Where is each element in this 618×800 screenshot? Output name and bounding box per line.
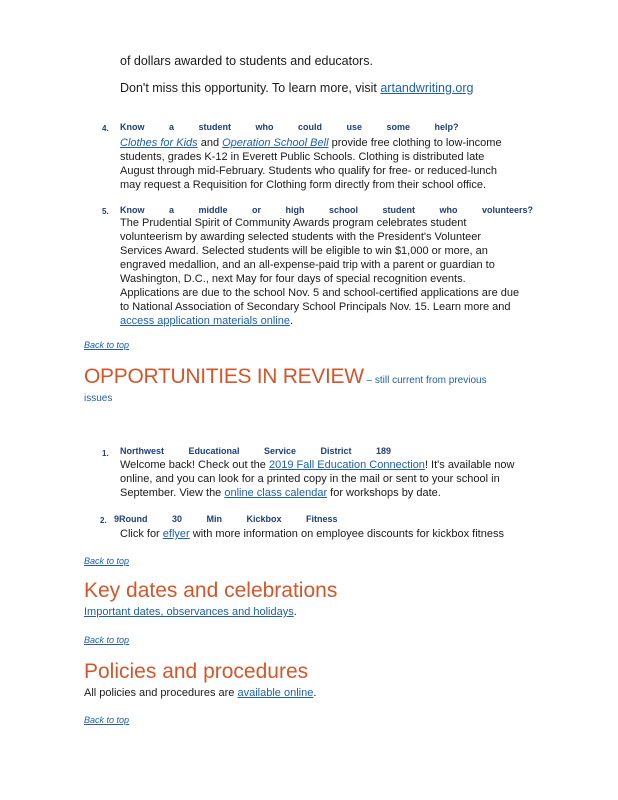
- application-materials-link[interactable]: access application materials online: [120, 315, 290, 327]
- policies-body: All policies and procedures are available online.: [84, 687, 317, 699]
- review-item-1-body: Welcome back! Check out the 2019 Fall Education Connection! It's available now online, and you can look for a printed copy in the mail or sent to your school in September. View the online class calendar for workshops by date.: [120, 459, 515, 499]
- back-to-top-link[interactable]: Back to top: [84, 715, 130, 725]
- back-to-top-link[interactable]: Back to top: [84, 556, 130, 566]
- back-to-top-link[interactable]: Back to top: [84, 340, 130, 350]
- fall-education-connection-link[interactable]: 2019 Fall Education Connection: [268, 459, 425, 471]
- back-to-top-link[interactable]: Back to top: [84, 635, 130, 645]
- review-subtitle-2: issues: [84, 393, 113, 404]
- review-item-1-number: 1.: [102, 449, 109, 458]
- intro-line-1: of dollars awarded to students and educators.: [120, 54, 373, 68]
- review-title: OPPORTUNITIES IN REVIEW: [84, 365, 364, 388]
- online-class-calendar-link[interactable]: online class calendar: [224, 487, 328, 499]
- review-section-heading: [84, 365, 544, 389]
- review-item-2-heading: 9Round 30 Min Kickbox Fitness: [114, 514, 338, 524]
- policies-available-online-link[interactable]: available online: [237, 687, 314, 699]
- operation-school-bell-link[interactable]: Operation School Bell: [222, 137, 329, 149]
- review-item-2-body: Click for eflyer with more information on employee discounts for kickbox fitness: [120, 528, 504, 540]
- item-5-number: 5.: [102, 207, 109, 216]
- key-dates-body: Important dates, observances and holidays.: [84, 606, 297, 618]
- intro-line-2: Don't miss this opportunity. To learn more, visit artandwriting.org: [120, 81, 474, 95]
- item-4-body: Clothes for Kids and Operation School Bell provide free clothing to low-income students, grades K-12 in Everett Public Schools. Clothing is distributed late August through mid-February. Students who qualify for free- or reduced-lunch may request a Requisition for Clothing form directly from their school office.: [120, 137, 502, 191]
- item-4-heading: Know a student who could use some help?: [120, 122, 459, 132]
- important-dates-link[interactable]: Important dates, observances and holidays: [84, 606, 294, 618]
- clothes-for-kids-link[interactable]: Clothes for Kids: [120, 137, 198, 149]
- item-5-heading: Know a middle or high school student who volunteers?: [120, 205, 534, 215]
- key-dates-title: Key dates and celebrations: [84, 579, 338, 602]
- review-item-2-number: 2.: [100, 516, 107, 525]
- policies-title: Policies and procedures: [84, 660, 309, 683]
- eflyer-link[interactable]: eflyer: [162, 528, 190, 540]
- review-item-1-heading: Northwest Educational Service District 189: [120, 446, 392, 456]
- item-5-body: The Prudential Spirit of Community Awards program celebrates student volunteerism by awarding selected students with the President's Volunteer Services Award. Selected students will be eligible to win $1,000 or more, an engraved medallion, and an all-expense-paid trip with a parent or guardian to Washington, D.C., next May for four days of special recognition events. Applications are due to the school Nov. 5 and school-certified applications are due to National Association of Secondary School Principals Nov. 15. Learn more and access application materials online.: [120, 217, 520, 327]
- review-subtitle: – still current from previous: [363, 375, 487, 386]
- artandwriting-link[interactable]: artandwriting.org: [380, 81, 474, 95]
- item-4-number: 4.: [102, 124, 109, 133]
